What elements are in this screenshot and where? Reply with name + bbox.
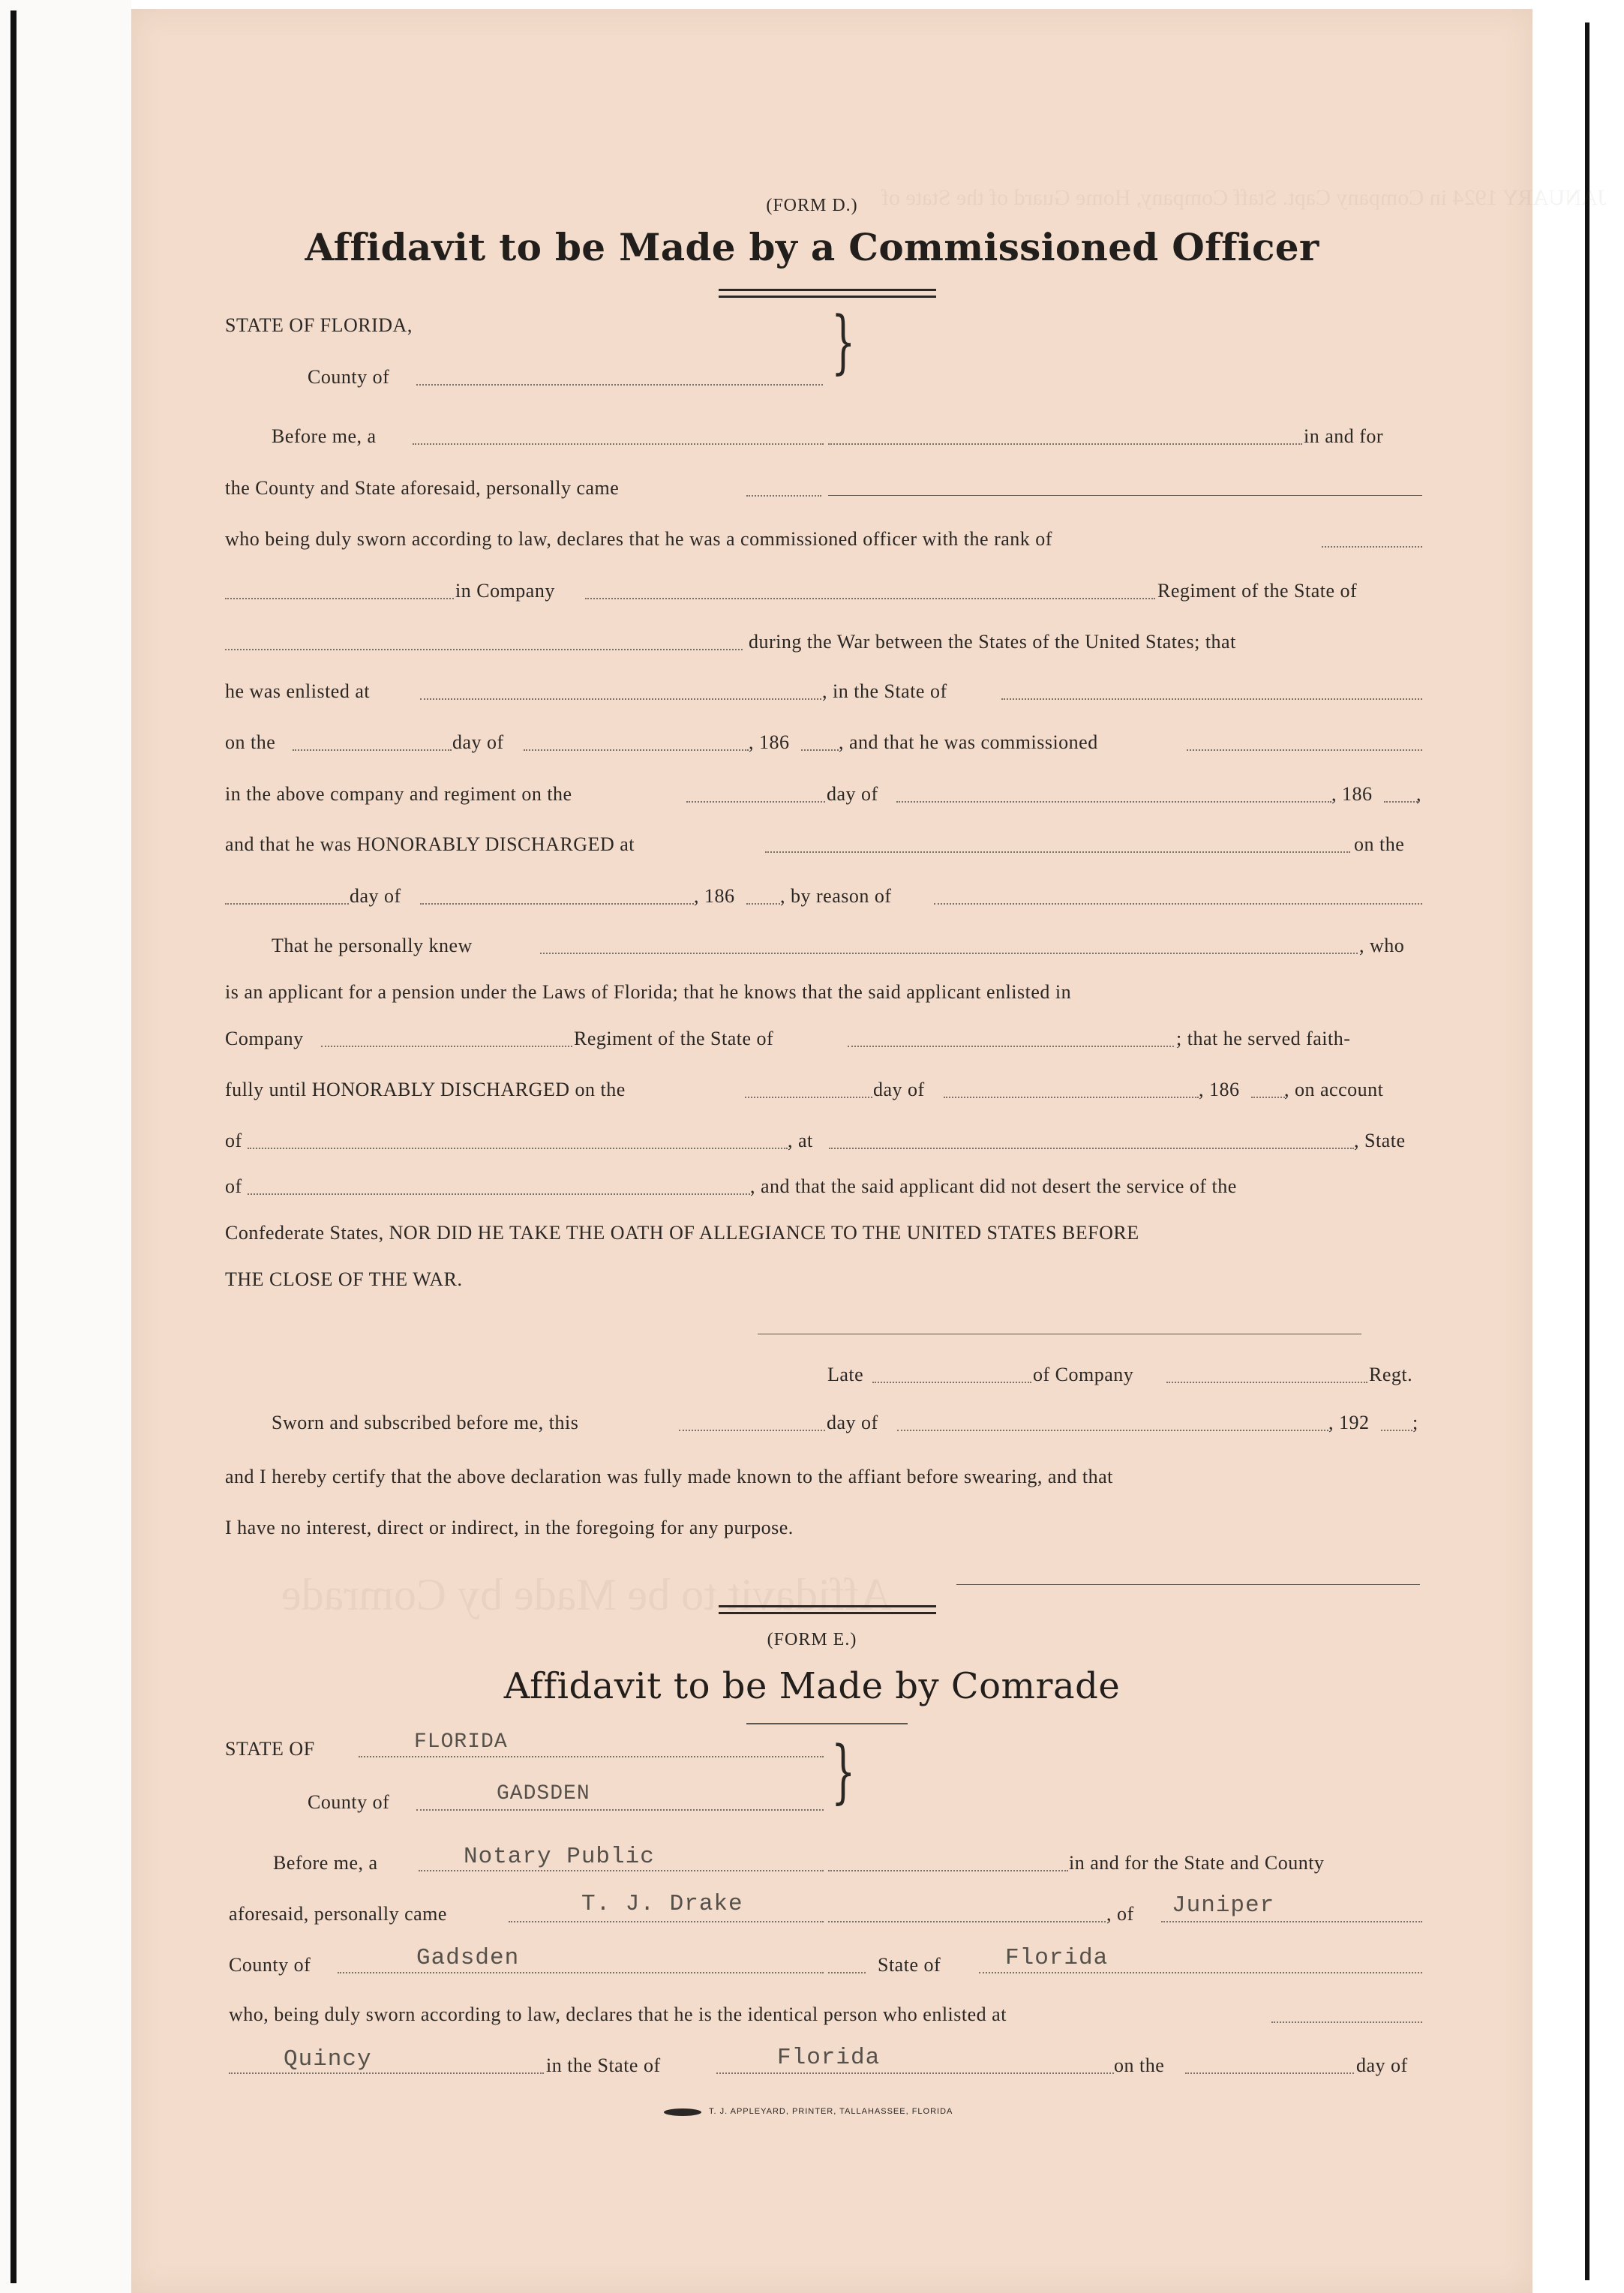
county-label: County of	[308, 366, 390, 388]
month-field[interactable]	[897, 1430, 1328, 1431]
section-divider	[719, 1605, 936, 1614]
comma: ,	[1416, 783, 1421, 805]
oath-statement: Confederate States, NOR DID HE TAKE THE OATH OF ALLEGIANCE TO THE UNITED STATES BEFORE	[225, 1222, 1139, 1244]
day-of-label: day of	[873, 1079, 925, 1100]
year-prefix: , 186	[749, 731, 790, 753]
county-field[interactable]	[416, 384, 823, 386]
bracket: }	[831, 1731, 856, 1811]
affiant-name-field-2[interactable]	[828, 495, 1422, 496]
day-field[interactable]	[225, 903, 349, 905]
identity-statement: who, being duly sworn according to law, declares that he is the identical person who enlisted at	[229, 2003, 1007, 2025]
personally-knew-label: That he personally knew	[272, 935, 473, 956]
state-label: , State	[1354, 1130, 1406, 1151]
county-value: GADSDEN	[497, 1782, 590, 1805]
officer-title-field-2[interactable]	[828, 443, 1302, 445]
war-statement: during the War between the States of the United States; that	[749, 631, 1236, 653]
county-field[interactable]	[416, 1809, 824, 1811]
discharged-on-label: fully until HONORABLY DISCHARGED on the	[225, 1079, 626, 1100]
year-field[interactable]	[746, 903, 780, 905]
served-faithfully-label: ; that he served faith-	[1176, 1028, 1351, 1049]
discharge-place-field[interactable]	[765, 851, 1350, 853]
at-place-field[interactable]	[829, 1148, 1354, 1149]
state-value: FLORIDA	[414, 1730, 508, 1754]
reason-field[interactable]	[934, 903, 1422, 905]
in-and-for-label: in and for	[1304, 425, 1384, 447]
company-field[interactable]	[321, 1046, 572, 1047]
account-field[interactable]	[248, 1148, 788, 1149]
scan-edge-line	[11, 11, 17, 2283]
company-field[interactable]	[585, 598, 1155, 599]
before-me-label: Before me, a	[272, 425, 377, 447]
year-prefix: , 186	[1331, 783, 1373, 805]
enlisted-place-field-2[interactable]	[229, 2072, 544, 2074]
discharged-at-label: and that he was HONORABLY DISCHARGED at	[225, 833, 635, 855]
year-prefix: , 186	[1199, 1079, 1240, 1100]
in-and-for-label: in and for the State and County	[1069, 1852, 1325, 1874]
late-label: Late	[827, 1364, 864, 1385]
of-label: of	[225, 1130, 242, 1151]
form-d-label: (FORM D.)	[766, 196, 858, 215]
certify-text-2: I have no interest, direct or indirect, in the foregoing for any purpose.	[225, 1517, 794, 1538]
day-field[interactable]	[745, 1097, 872, 1098]
state-of-label: State of	[878, 1954, 941, 1976]
officer-title-value: Notary Public	[464, 1844, 655, 1870]
enlisted-state-field[interactable]	[1001, 698, 1422, 700]
month-field[interactable]	[896, 801, 1331, 803]
personally-came-label: the County and State aforesaid, personally came	[225, 477, 620, 499]
state-value: Florida	[1005, 1945, 1109, 1971]
state-field[interactable]	[225, 649, 743, 650]
of-label: , of	[1106, 1903, 1134, 1925]
regiment-state-field[interactable]	[848, 1046, 1174, 1047]
enlisted-place-value: Quincy	[284, 2046, 372, 2072]
regiment-state-label: Regiment of the State of	[574, 1028, 774, 1049]
state-field[interactable]	[248, 1193, 750, 1195]
title-underline	[746, 1723, 908, 1724]
county-label: County of	[308, 1791, 390, 1813]
day-field[interactable]	[679, 1430, 825, 1431]
county-field[interactable]	[338, 1972, 824, 1973]
day-field[interactable]	[1185, 2072, 1354, 2074]
enlisted-state-value: Florida	[777, 2045, 881, 2071]
regiment-state-label: Regiment of the State of	[1157, 580, 1358, 602]
comrade-name-field-2[interactable]	[828, 1921, 1106, 1922]
county-value: Gadsden	[416, 1945, 520, 1971]
in-company-label: in Company	[455, 580, 555, 602]
month-field[interactable]	[944, 1097, 1199, 1098]
enlisted-place-field[interactable]	[420, 698, 821, 700]
officer-title-field[interactable]	[419, 1870, 824, 1871]
late-field[interactable]	[872, 1382, 1031, 1383]
state-of-florida: STATE OF FLORIDA,	[225, 314, 413, 336]
commissioned-field[interactable]	[1187, 749, 1422, 751]
form-e-title: Affidavit to be Made by Comrade	[503, 1665, 1121, 1707]
year-prefix: , 186	[694, 885, 735, 907]
officer-title-field[interactable]	[413, 443, 824, 445]
in-the-state-of-label: in the State of	[546, 2054, 661, 2076]
applicant-name-field[interactable]	[540, 953, 1358, 954]
before-me-label: Before me, a	[273, 1852, 378, 1874]
affiant-name-field[interactable]	[746, 495, 821, 497]
day-of-label: day of	[452, 731, 504, 753]
of-label: of	[225, 1175, 242, 1197]
on-account-label: , on account	[1284, 1079, 1384, 1100]
day-of-label: day of	[350, 885, 401, 907]
residence-value: Juniper	[1172, 1892, 1275, 1919]
on-the-label: on the	[1354, 833, 1405, 855]
day-field[interactable]	[293, 749, 452, 751]
scan-edge-line	[1585, 23, 1589, 2280]
applicant-statement: is an applicant for a pension under the Laws of Florida; that he knows that the said applicant enlisted in	[225, 981, 1072, 1003]
regt-label: Regt.	[1369, 1364, 1413, 1385]
at-label: , at	[788, 1130, 813, 1151]
bleed-through-text: Affidavit to be Made by Comrade	[281, 1570, 892, 1619]
enlisted-at-label: he was enlisted at	[225, 680, 371, 702]
rank-field-2[interactable]	[225, 598, 454, 599]
form-e-label: (FORM E.)	[767, 1630, 857, 1649]
by-reason-of-label: , by reason of	[780, 885, 892, 907]
year-prefix: , 192	[1328, 1412, 1370, 1433]
title-divider	[719, 289, 936, 298]
officer-signature-line[interactable]	[956, 1584, 1420, 1585]
officer-title-field-2[interactable]	[828, 1870, 1068, 1871]
commissioned-label: , and that he was commissioned	[839, 731, 1098, 753]
company-field[interactable]	[1166, 1382, 1367, 1383]
rank-field[interactable]	[1322, 546, 1422, 548]
comrade-name-value: T. J. Drake	[581, 1891, 743, 1917]
enlisted-place-field[interactable]	[1271, 2021, 1422, 2023]
day-of-label: day of	[827, 783, 878, 805]
year-field[interactable]	[1251, 1097, 1285, 1098]
bleed-through-text: JANUARY 1924 in Company Capt. Staff Company, Home Guard of the State of	[881, 185, 1607, 210]
did-not-desert-label: , and that the said applicant did not desert the service of the	[750, 1175, 1237, 1197]
sworn-label: Sworn and subscribed before me, this	[272, 1412, 579, 1433]
state-of-label: STATE OF	[225, 1738, 315, 1760]
state-field[interactable]	[979, 1972, 1422, 1973]
printer-imprint: T. J. APPLEYARD, PRINTER, TALLAHASSEE, FLORIDA	[709, 2107, 953, 2116]
scan-left-margin	[0, 0, 131, 2293]
month-field[interactable]	[420, 903, 694, 905]
close-of-war: THE CLOSE OF THE WAR.	[225, 1268, 463, 1290]
of-company-label: of Company	[1033, 1364, 1134, 1385]
year-field[interactable]	[1381, 1430, 1412, 1431]
day-of-label: day of	[1356, 2054, 1408, 2076]
on-the-label: on the	[1114, 2054, 1165, 2076]
month-field[interactable]	[524, 749, 749, 751]
enlisted-state-field[interactable]	[716, 2072, 1114, 2074]
bracket: }	[831, 302, 856, 382]
rank-statement: who being duly sworn according to law, declares that he was a commissioned officer with the rank of	[225, 528, 1052, 550]
in-state-of-label: , in the State of	[822, 680, 947, 702]
county-of-label: County of	[229, 1954, 311, 1976]
who-label: , who	[1359, 935, 1405, 956]
residence-field[interactable]	[1161, 1921, 1422, 1922]
printer-logo	[664, 2108, 701, 2116]
form-d-title: Affidavit to be Made by a Commissioned Officer	[305, 225, 1319, 269]
comrade-name-field[interactable]	[509, 1921, 824, 1922]
year-field[interactable]	[1384, 801, 1418, 803]
state-field[interactable]	[359, 1756, 824, 1757]
semicolon: ;	[1412, 1412, 1418, 1433]
company-regiment-label: in the above company and regiment on the	[225, 783, 572, 805]
certify-text-1: and I hereby certify that the above declaration was fully made known to the affiant before swearing, and that	[225, 1466, 1113, 1487]
personally-came-label: aforesaid, personally came	[229, 1903, 447, 1925]
county-field-2[interactable]	[828, 1972, 866, 1973]
company-label: Company	[225, 1028, 304, 1049]
year-field[interactable]	[801, 749, 839, 751]
day-of-label: day of	[827, 1412, 878, 1433]
day-field[interactable]	[686, 801, 825, 803]
on-the-label: on the	[225, 731, 276, 753]
scan-right-margin	[1532, 0, 1624, 2293]
